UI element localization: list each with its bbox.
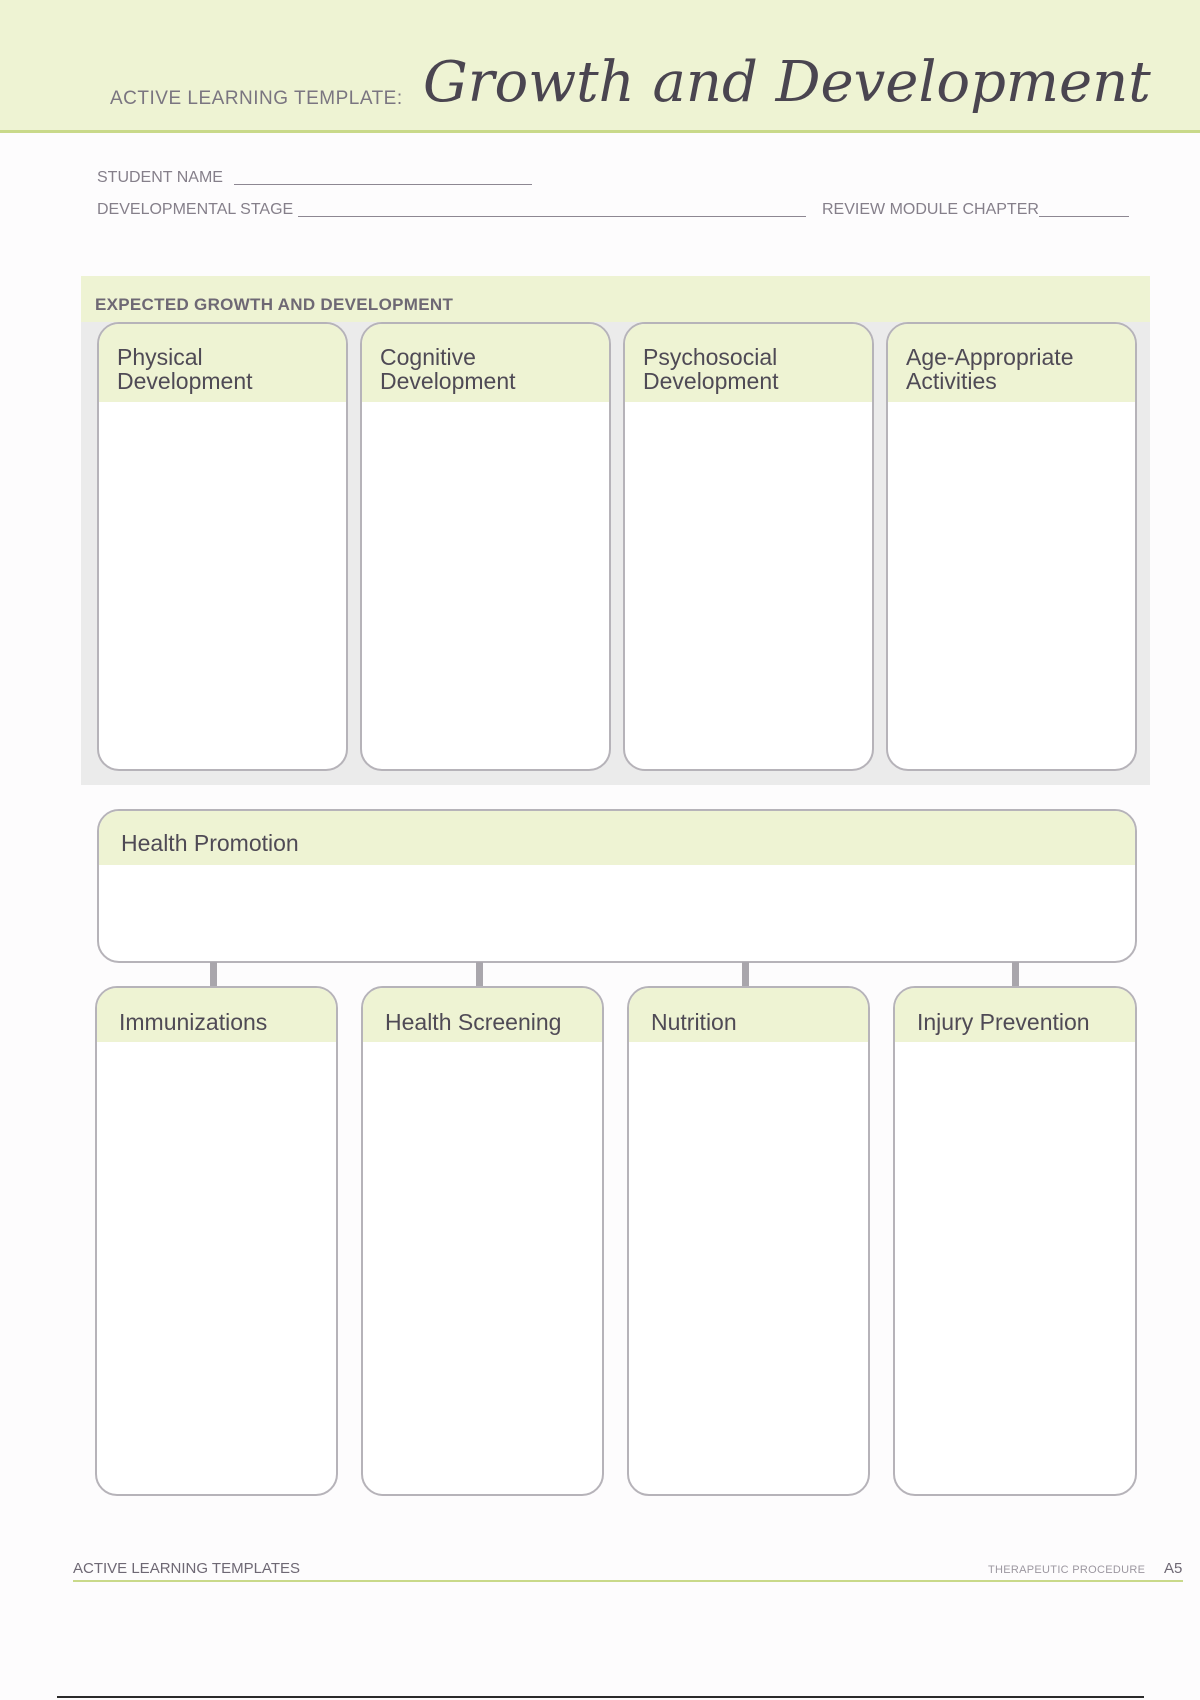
box-header bbox=[363, 988, 602, 1042]
health-promotion-label: Health Promotion bbox=[121, 830, 299, 856]
nutrition-box[interactable] bbox=[627, 986, 870, 1496]
developmental-stage-field[interactable] bbox=[298, 216, 806, 217]
physical-development-label: Physical Development bbox=[117, 344, 253, 394]
health-screening-label: Health Screening bbox=[385, 1009, 562, 1035]
injury-prevention-label: Injury Prevention bbox=[917, 1009, 1090, 1035]
physical-development-box[interactable] bbox=[97, 322, 348, 771]
psychosocial-development-box[interactable] bbox=[623, 322, 874, 771]
box-header bbox=[99, 324, 346, 402]
review-module-chapter-field[interactable] bbox=[1039, 216, 1129, 217]
footer-title: ACTIVE LEARNING TEMPLATES bbox=[73, 1560, 300, 1577]
immunizations-box[interactable] bbox=[95, 986, 338, 1496]
age-appropriate-activities-label: Age-Appropriate Activities bbox=[906, 344, 1074, 394]
connector bbox=[476, 962, 483, 986]
box-header bbox=[97, 988, 336, 1042]
nutrition-label: Nutrition bbox=[651, 1009, 737, 1035]
student-name-label: STUDENT NAME bbox=[97, 169, 223, 186]
student-name-field[interactable] bbox=[234, 184, 532, 185]
bottom-rule bbox=[57, 1696, 1144, 1698]
review-module-chapter-label: REVIEW MODULE CHAPTER bbox=[822, 201, 1039, 218]
expected-section-label: EXPECTED GROWTH AND DEVELOPMENT bbox=[95, 295, 454, 314]
header-prefix: ACTIVE LEARNING TEMPLATE: bbox=[110, 88, 403, 109]
box-header bbox=[629, 988, 868, 1042]
box-header bbox=[888, 324, 1135, 402]
psychosocial-development-label: Psychosocial Development bbox=[643, 344, 779, 394]
box-header bbox=[625, 324, 872, 402]
connector bbox=[1012, 962, 1019, 986]
cognitive-development-box[interactable] bbox=[360, 322, 611, 771]
footer-rule bbox=[73, 1580, 1183, 1582]
health-screening-box[interactable] bbox=[361, 986, 604, 1496]
cognitive-development-label: Cognitive Development bbox=[380, 344, 516, 394]
injury-prevention-box[interactable] bbox=[893, 986, 1137, 1496]
footer-category: THERAPEUTIC PROCEDURE bbox=[988, 1564, 1146, 1576]
immunizations-label: Immunizations bbox=[119, 1009, 268, 1035]
box-header bbox=[895, 988, 1135, 1042]
header-band bbox=[0, 0, 1200, 133]
connector bbox=[210, 962, 217, 986]
expected-section-header bbox=[81, 276, 1150, 322]
developmental-stage-label: DEVELOPMENTAL STAGE bbox=[97, 201, 294, 218]
page-number: A5 bbox=[1164, 1560, 1183, 1577]
box-header bbox=[362, 324, 609, 402]
box-header bbox=[99, 811, 1135, 865]
health-promotion-box[interactable] bbox=[97, 809, 1137, 963]
age-appropriate-activities-box[interactable] bbox=[886, 322, 1137, 771]
page-title: Growth and Development bbox=[423, 50, 1151, 115]
connector bbox=[742, 962, 749, 986]
